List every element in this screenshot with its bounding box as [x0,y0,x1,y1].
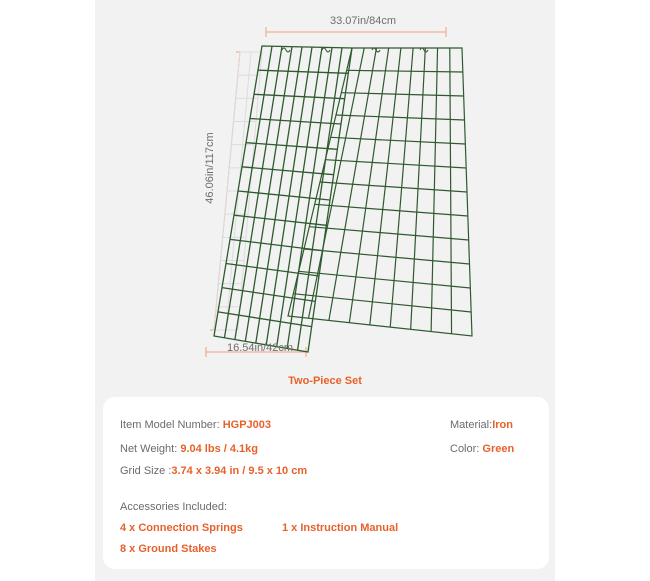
spec-color-label: Color: [450,443,480,455]
spec-color-value: Green [482,443,515,455]
spec-weight [120,443,258,455]
spec-material-label: Material: [450,419,493,431]
accessories-label: Accessories Included: [120,501,227,513]
accessory-item: 8 x Ground Stakes [120,543,217,555]
spec-model-value: HGPJ003 [222,419,272,431]
width-dimension-label: 33.07in/84cm [330,15,397,27]
spec-weight-label: Net Weight: [120,443,178,455]
spec-material-value: Iron [492,419,513,431]
spec-grid-value: 3.74 x 3.94 in / 9.5 x 10 cm [171,465,308,477]
spec-color [450,443,514,455]
spec-material [450,419,513,431]
spec-model-label: Item Model Number: [120,419,220,431]
spec-weight-value: 9.04 lbs / 4.1kg [180,443,258,455]
height-dimension-label: 46.06in/117cm [204,132,216,204]
spec-grid [120,465,307,477]
accessory-item: 4 x Connection Springs [120,522,243,534]
accessory-item: 1 x Instruction Manual [282,522,399,534]
spec-model [120,419,271,431]
figure-caption: Two-Piece Set [288,375,362,387]
spec-grid-label: Grid Size : [120,465,172,477]
depth-dimension-label: 16.54in/42cm [227,342,294,354]
